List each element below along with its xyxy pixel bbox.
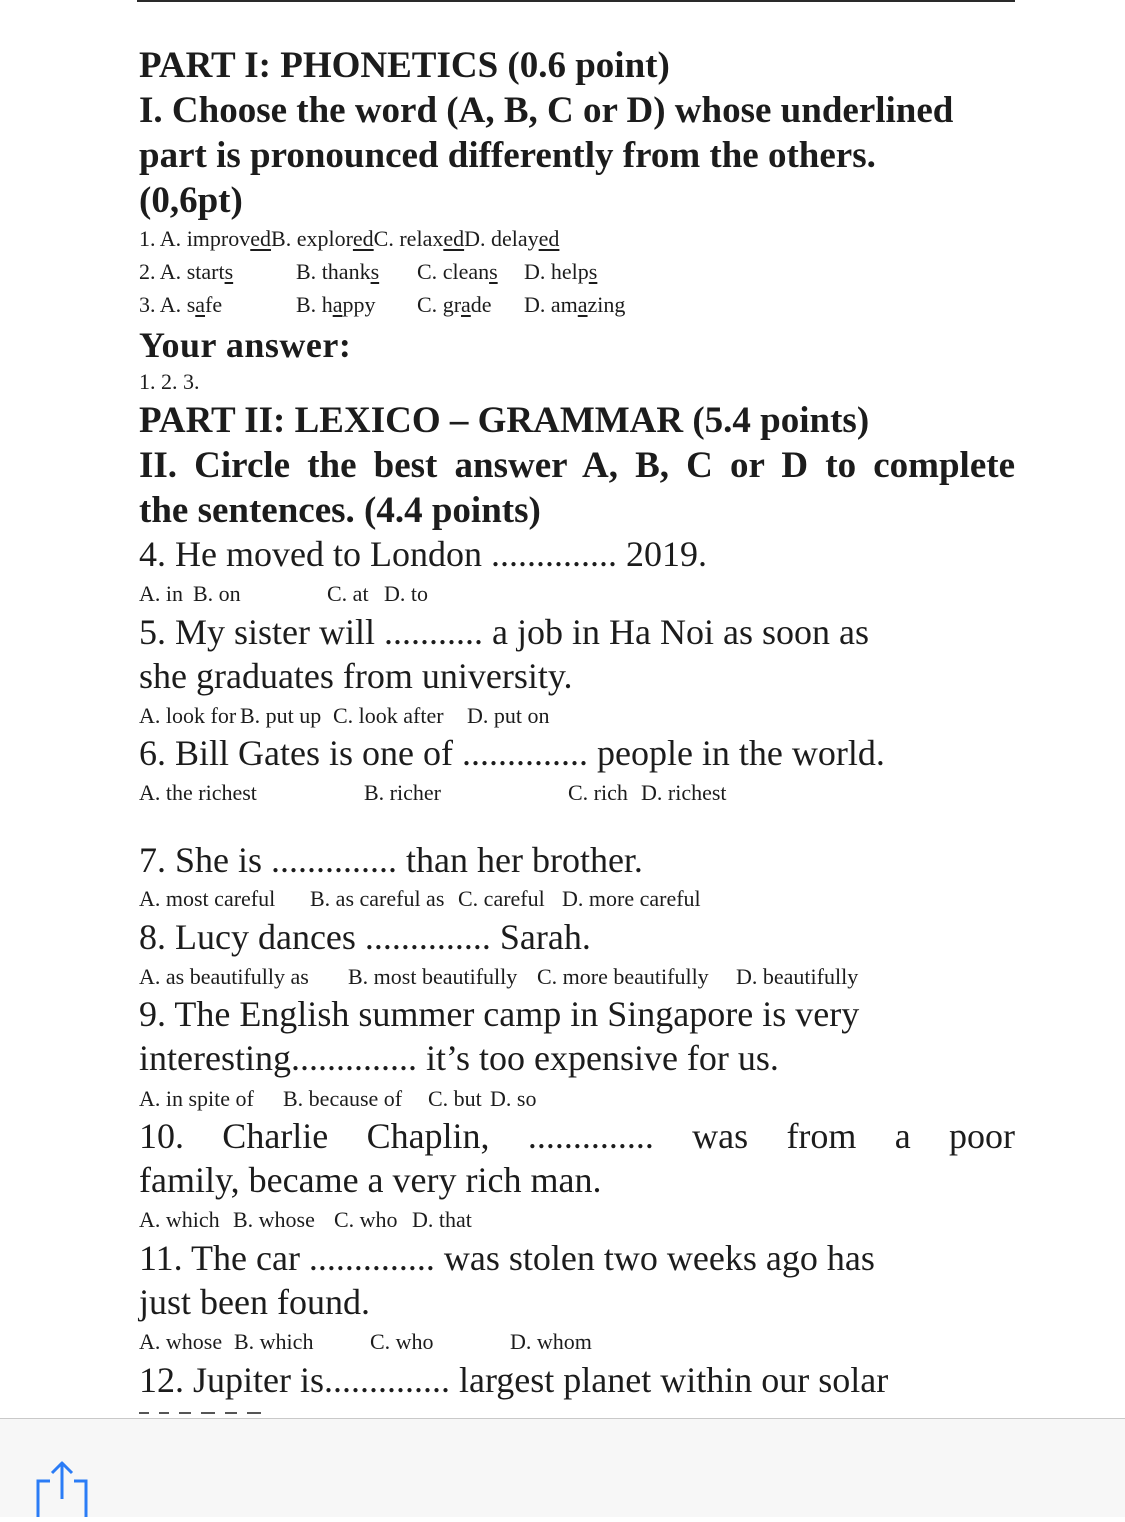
option-d: D. beautifully <box>736 964 859 989</box>
option-c: C. grade <box>417 292 492 317</box>
option-b: B. whose <box>233 1207 315 1232</box>
option-a: A. in <box>139 581 183 606</box>
option-a: A. look for <box>139 703 237 728</box>
option-b: B. put up <box>240 703 322 728</box>
question-8: 8. Lucy dances .............. Sarah. <box>139 917 591 957</box>
option-d: D. helps <box>524 259 598 284</box>
option-c: C. more beautifully <box>537 964 709 989</box>
question-9-line2: interesting.............. it’s too expensive for us. <box>139 1038 779 1078</box>
cut-off-text <box>139 1410 279 1418</box>
option-d: D. put on <box>467 703 550 728</box>
question-11-line1: 11. The car .............. was stolen two weeks ago has <box>139 1238 875 1278</box>
question-9-line1: 9. The English summer camp in Singapore is very <box>139 994 860 1034</box>
option-c: C. rich <box>568 780 628 805</box>
your-answer-label: Your answer: <box>139 325 352 365</box>
part1-instruction-line1: I. Choose the word (A, B, C or D) whose underlined <box>139 90 954 131</box>
option-a: A. most careful <box>139 886 276 911</box>
option-b: B. on <box>193 581 241 606</box>
question-4: 4. He moved to London .............. 2019. <box>139 534 707 574</box>
option-d: D. amazing <box>524 292 626 317</box>
option-c: C. who <box>370 1329 434 1354</box>
part1-title: PART I: PHONETICS (0.6 point) <box>139 45 670 86</box>
option-c: C. careful <box>458 886 545 911</box>
option-b: B. because of <box>283 1086 403 1111</box>
option-d: D. delayed <box>464 226 560 251</box>
option-b: B. happy <box>296 292 376 317</box>
part1-instruction-line2: part is pronounced differently from the others. <box>139 135 876 176</box>
option-d: D. that <box>412 1207 472 1232</box>
answer-numbers: 1. 2. 3. <box>139 369 200 394</box>
share-button[interactable] <box>30 1459 94 1517</box>
share-icon <box>30 1459 94 1517</box>
question-number: 1. <box>139 226 156 251</box>
option-a: A. the richest <box>139 780 257 805</box>
option-a: 3. A. safe <box>139 292 223 317</box>
option-a: A. improved <box>159 226 272 251</box>
option-c: C. relaxed <box>373 226 465 251</box>
bottom-toolbar <box>0 1418 1125 1517</box>
question-10-line2: family, became a very rich man. <box>139 1160 602 1200</box>
part2-instruction-line1: II. Circle the best answer A, B, C or D to complete <box>139 445 1015 486</box>
option-d: D. so <box>490 1086 537 1111</box>
question-5-line2: she graduates from university. <box>139 656 573 696</box>
option-b: B. explored <box>271 226 374 251</box>
phonetics-question-1 <box>139 226 559 252</box>
option-c: C. at <box>327 581 369 606</box>
question-5-line1: 5. My sister will ........... a job in Ha Noi as soon as <box>139 612 869 652</box>
question-7: 7. She is .............. than her brother. <box>139 840 643 880</box>
option-d: D. richest <box>641 780 727 805</box>
option-c: C. but <box>428 1086 482 1111</box>
option-b: B. most beautifully <box>348 964 518 989</box>
option-c: C. cleans <box>417 259 498 284</box>
option-c: C. who <box>334 1207 398 1232</box>
question-10-line1: 10. Charlie Chaplin, .............. was from a poor <box>139 1116 1015 1156</box>
option-a: 2. A. starts <box>139 259 234 284</box>
part1-instruction-line3: (0,6pt) <box>139 180 243 221</box>
option-b: B. which <box>234 1329 314 1354</box>
option-a: A. as beautifully as <box>139 964 309 989</box>
top-rule <box>137 0 1015 2</box>
question-11-line2: just been found. <box>139 1282 370 1322</box>
option-a: A. which <box>139 1207 220 1232</box>
part2-title: PART II: LEXICO – GRAMMAR (5.4 points) <box>139 400 870 441</box>
option-b: B. as careful as <box>310 886 445 911</box>
option-b: B. thanks <box>296 259 380 284</box>
option-a: A. in spite of <box>139 1086 254 1111</box>
option-c: C. look after <box>333 703 444 728</box>
question-6: 6. Bill Gates is one of .............. people in the world. <box>139 733 885 773</box>
option-d: D. to <box>384 581 428 606</box>
part2-instruction-line2: the sentences. (4.4 points) <box>139 490 541 531</box>
question-12-line1: 12. Jupiter is.............. largest planet within our solar <box>139 1360 889 1400</box>
option-d: D. more careful <box>562 886 701 911</box>
option-d: D. whom <box>510 1329 592 1354</box>
option-b: B. richer <box>364 780 441 805</box>
option-a: A. whose <box>139 1329 223 1354</box>
